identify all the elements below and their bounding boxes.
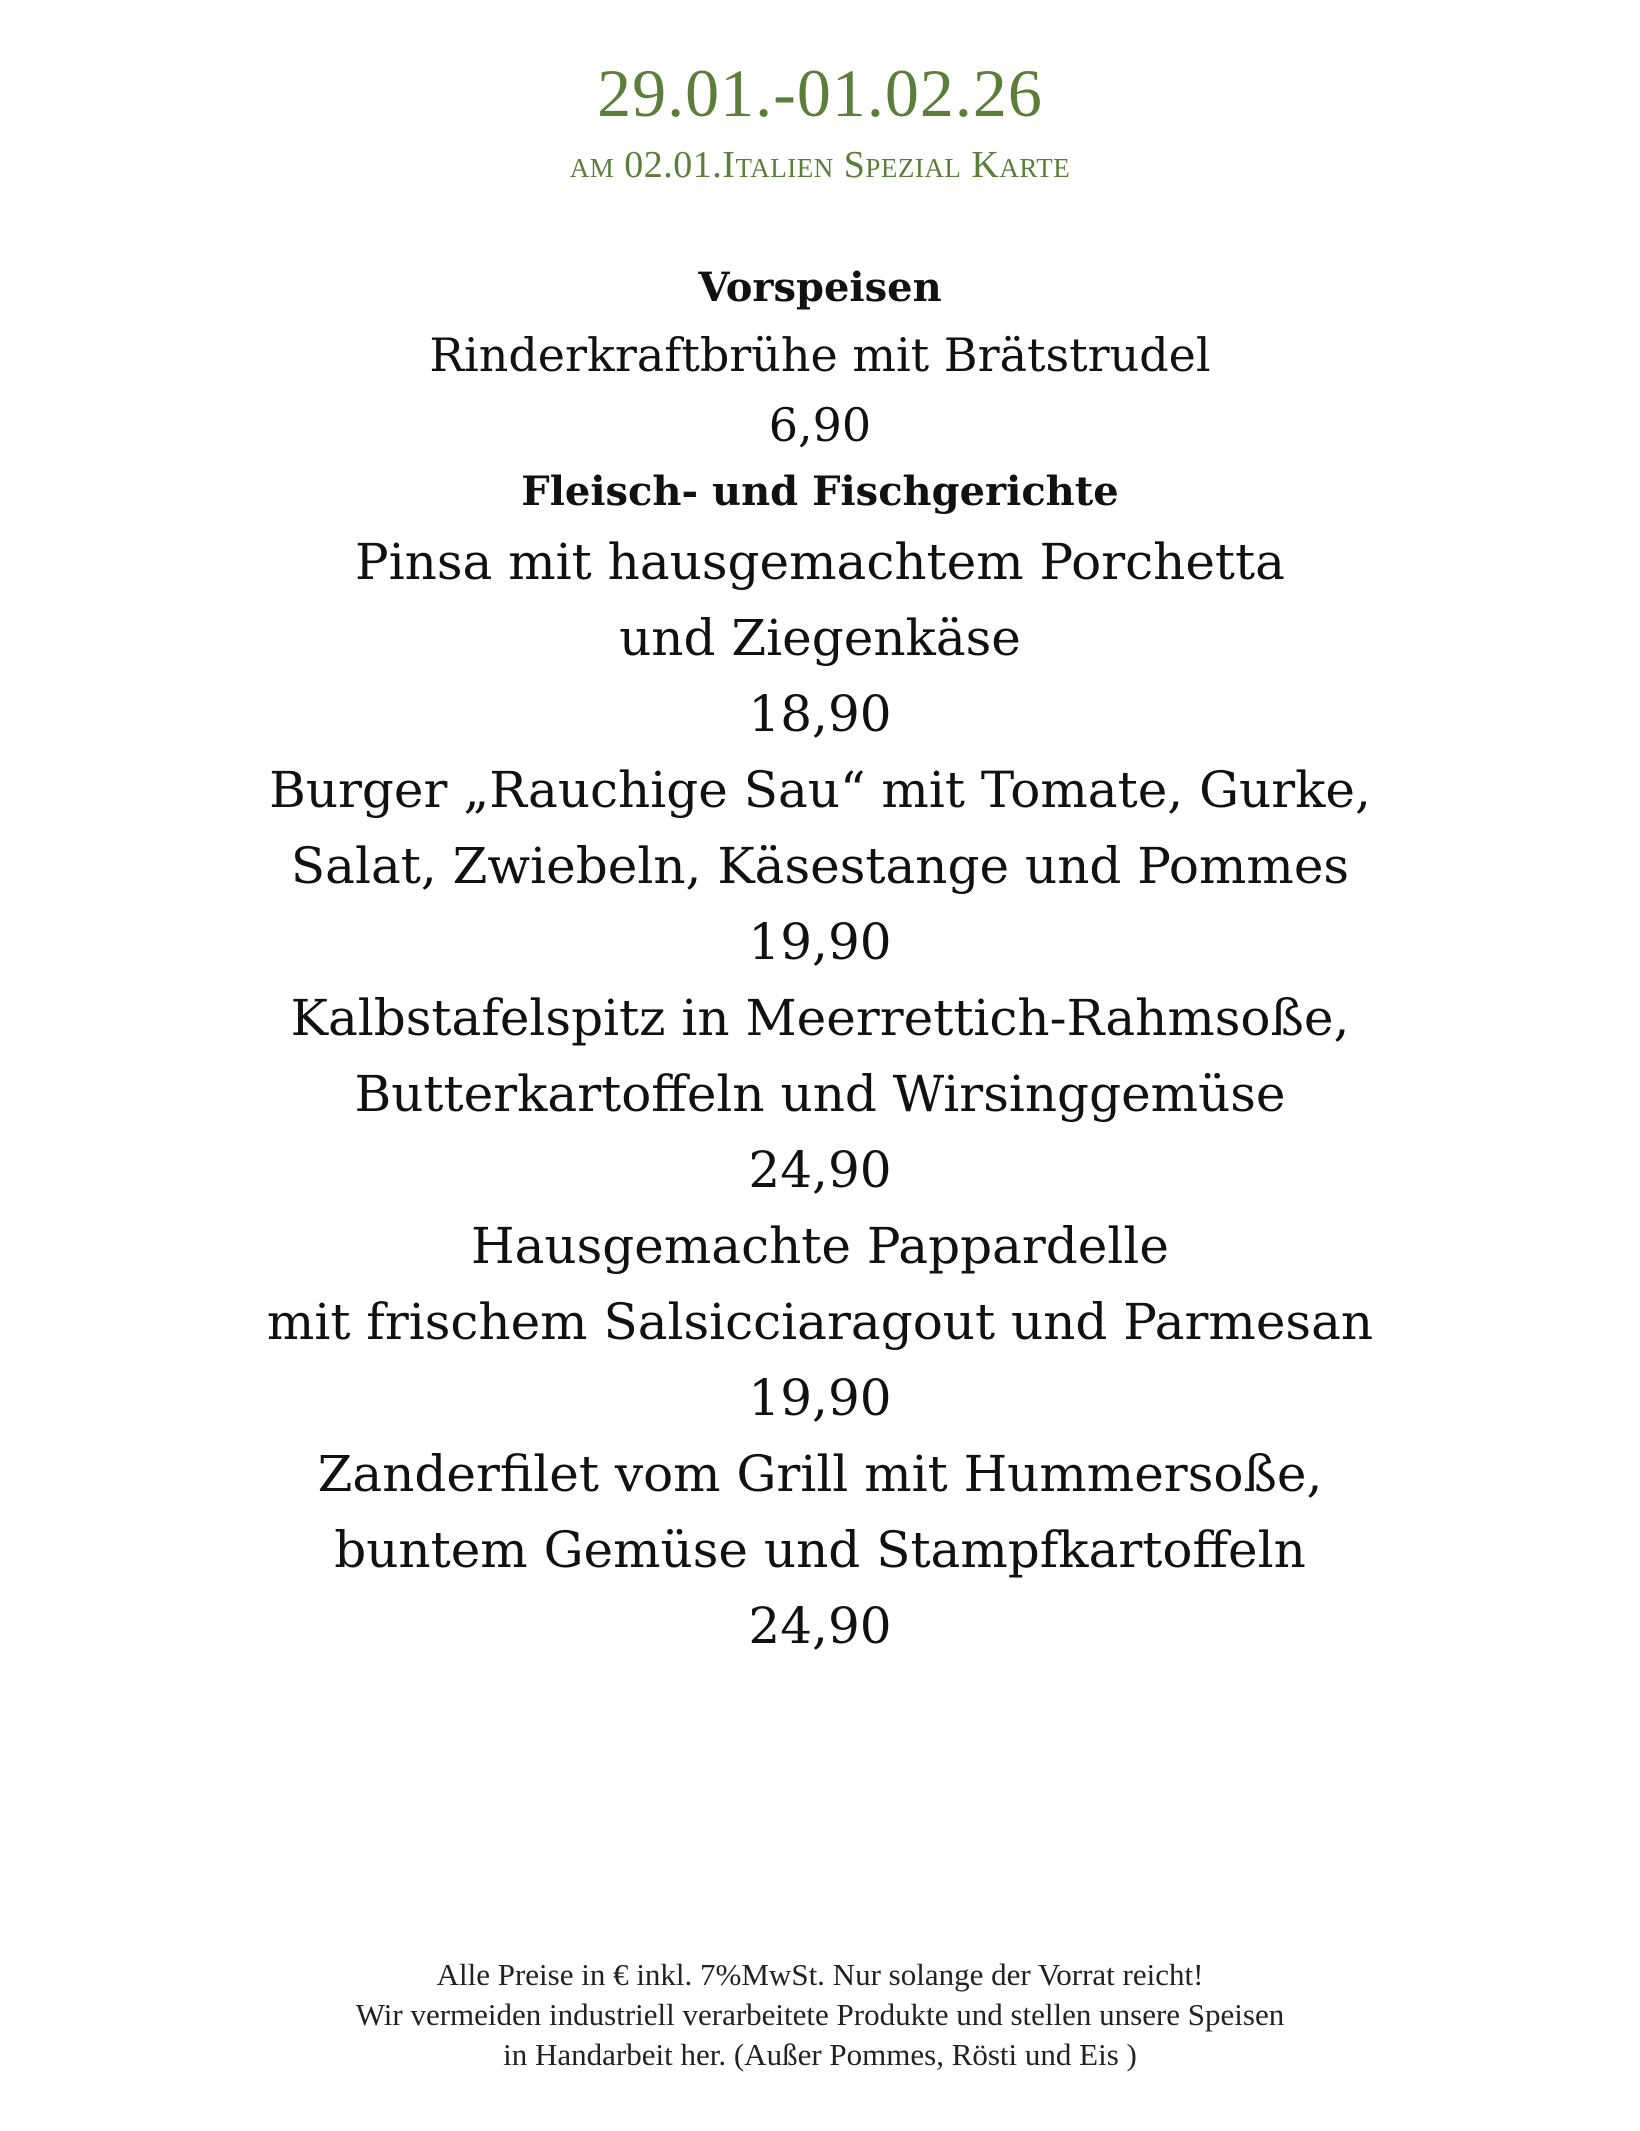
dish-price: 6,90	[768, 398, 872, 452]
section-title-fleisch-fisch: Fleisch- und Fischgerichte	[521, 468, 1119, 515]
dish-price: 18,90	[748, 685, 892, 743]
dish-price: 19,90	[748, 1369, 892, 1427]
footer-line-handmade: Wir vermeiden industriell verarbeitete Produkte und stellen unsere Speisen	[355, 1997, 1285, 2032]
dish-name-line: Zanderfilet vom Grill mit Hummersoße,	[317, 1445, 1323, 1503]
dish-price: 19,90	[748, 913, 892, 971]
header-date-range: 29.01.-01.02.26	[597, 55, 1043, 131]
dish-name-line: Pinsa mit hausgemachtem Porchetta	[355, 533, 1285, 591]
footer-note	[0, 1955, 1640, 2075]
dish-name-line: Hausgemachte Pappardelle	[471, 1217, 1169, 1275]
dish-name-line: mit frischem Salsicciaragout und Parmesan	[266, 1293, 1374, 1351]
dish-name-line: buntem Gemüse und Stampfkartoffeln	[334, 1521, 1306, 1579]
section-title-vorspeisen: Vorspeisen	[698, 264, 942, 311]
dish-name-line: und Ziegenkäse	[619, 609, 1021, 667]
dish-name-line: Kalbstafelspitz in Meerrettich-Rahmsoße,	[290, 989, 1350, 1047]
dish-name-line: Burger „Rauchige Sau“ mit Tomate, Gurke,	[269, 761, 1371, 819]
dish-name-line: Salat, Zwiebeln, Käsestange und Pommes	[290, 837, 1350, 895]
header-subtitle: am 02.01.Italien Spezial Karte	[569, 144, 1071, 186]
footer-line-exceptions: in Handarbeit her. (Außer Pommes, Rösti und Eis )	[503, 2037, 1137, 2072]
dish-name-line: Butterkartoffeln und Wirsinggemüse	[354, 1065, 1286, 1123]
dish-name-line: Rinderkraftbrühe mit Brätstrudel	[429, 328, 1211, 382]
dish-price: 24,90	[748, 1597, 892, 1655]
dish-price: 24,90	[748, 1141, 892, 1199]
menu-list	[0, 256, 1640, 1664]
footer-line-prices: Alle Preise in € inkl. 7%MwSt. Nur solange der Vorrat reicht!	[436, 1957, 1204, 1992]
